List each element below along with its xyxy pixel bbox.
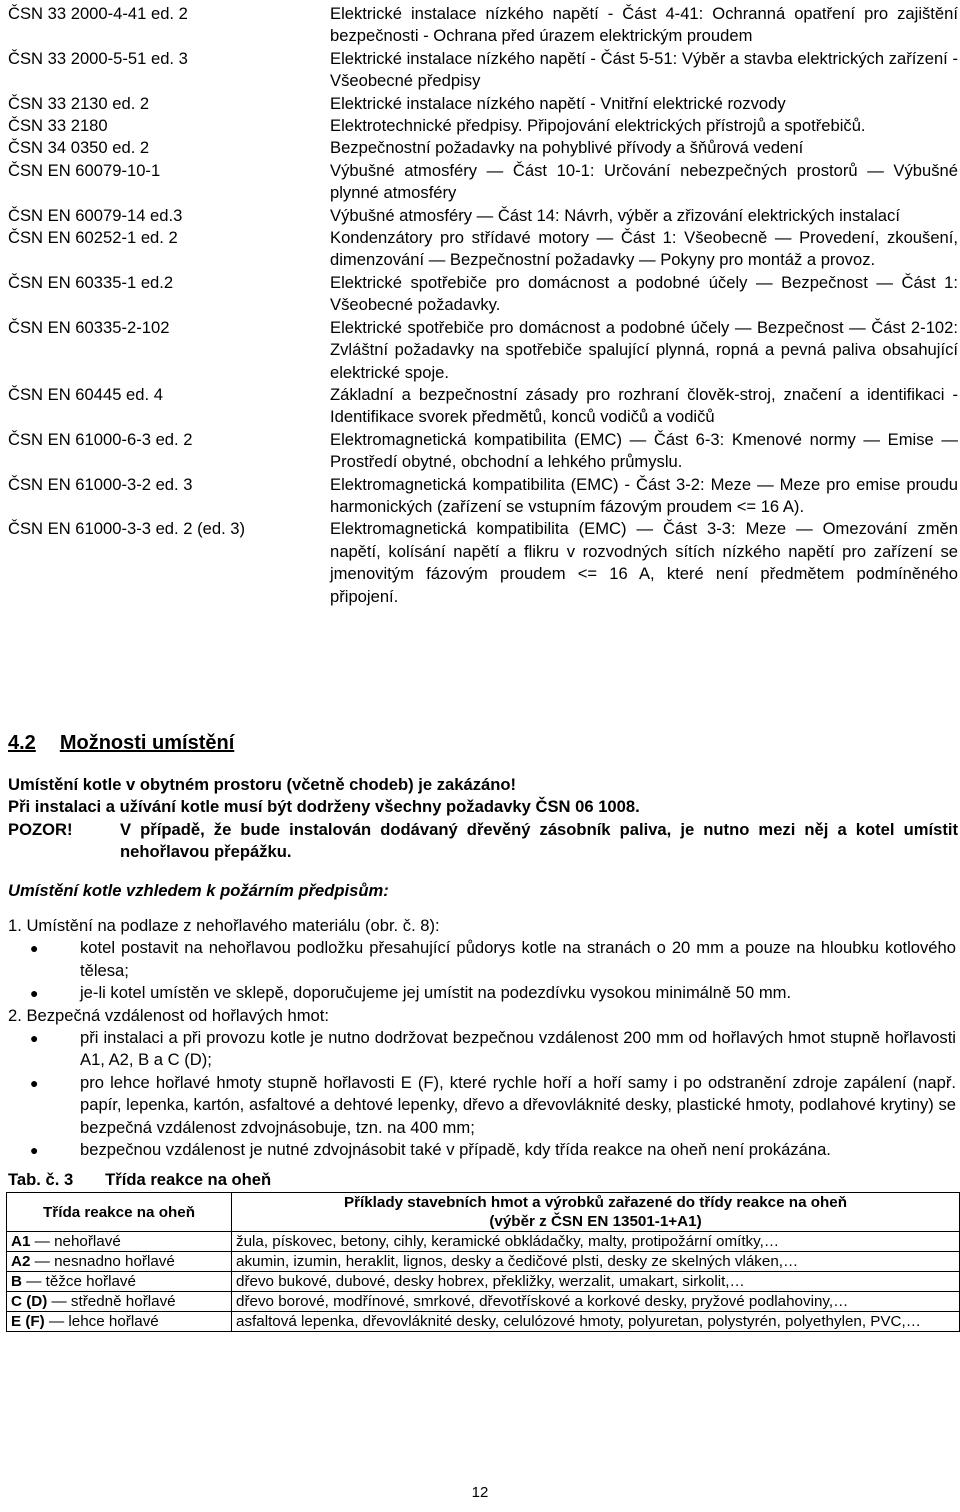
standard-description: Elektrické spotřebiče pro domácnost a podobné účely — Bezpečnost — Část 1: Všeobecné požadavky. xyxy=(330,272,958,315)
standard-code: ČSN 34 0350 ed. 2 xyxy=(8,138,150,158)
bullet-icon: ● xyxy=(30,1030,39,1047)
standard-code: ČSN 33 2000-5-51 ed. 3 xyxy=(8,48,188,68)
standard-description: Elektrické instalace nízkého napětí - Část 4-41: Ochranná opatření pro zajištění bezpečnosti - Ochrana před úrazem elektrickým proudem xyxy=(330,4,958,46)
section-heading xyxy=(8,730,234,756)
standard-description: Elektrické instalace nízkého napětí - Vnitřní elektrické rozvody xyxy=(330,93,786,113)
class-cell xyxy=(7,1272,232,1292)
list-item xyxy=(8,1139,958,1161)
class-cell xyxy=(7,1312,232,1332)
fire-reaction-table xyxy=(6,1192,960,1332)
table-header-row xyxy=(7,1193,960,1232)
warning-block xyxy=(8,774,958,864)
standard-description: Elektrické spotřebiče pro domácnost a podobné účely — Bezpečnost — Část 2-102: Zvláštní požadavky na spotřebiče spalující plynná, ropná a pevná paliva obsahující elektrické spoje. xyxy=(330,317,958,382)
standard-row xyxy=(8,160,960,205)
standards-list xyxy=(8,3,960,608)
caution-label: POZOR! xyxy=(8,819,73,839)
table-caption xyxy=(8,1169,271,1191)
table-row xyxy=(7,1312,960,1332)
standard-row xyxy=(8,205,960,227)
standard-code: ČSN EN 60335-1 ed.2 xyxy=(8,272,174,292)
standard-description: Elektromagnetická kompatibilita (EMC) — Část 6-3: Kmenové normy — Emise — Prostředí obytné, obchodní a lehkého průmyslu. xyxy=(330,429,958,472)
header-class: Třída reakce na oheň xyxy=(7,1193,232,1232)
class-cell xyxy=(7,1292,232,1312)
standard-code: ČSN 33 2130 ed. 2 xyxy=(8,93,150,113)
standard-description: Bezpečnostní požadavky na pohyblivé přívody a šňůrová vedení xyxy=(330,138,804,158)
examples-cell: žula, pískovec, betony, cihly, keramické obkládačky, malty, protipožární omítky,… xyxy=(232,1232,960,1252)
fire-regulations-subheading: Umístění kotle vzhledem k požárním předpisům: xyxy=(8,881,389,900)
standard-code: ČSN EN 60079-10-1 xyxy=(8,160,161,180)
list-item-text: pro lehce hořlavé hmoty stupně hořlavosti E (F), které rychle hoří a hoří samy i po odstranění zdroje zapálení (např. papír, lepenka, kartón, asfaltové a dehtové lepenky, dřevo a dřevovláknité desky, plastické hmoty, podlahové krytiny) se bezpečná vzdálenost zdvojnásobuje, tzn. na 400 mm; xyxy=(80,1072,956,1137)
list-item xyxy=(8,1027,958,1072)
standard-row xyxy=(8,518,960,608)
standard-row xyxy=(8,115,960,137)
standard-code: ČSN EN 60335-2-102 xyxy=(8,317,170,337)
caution-row xyxy=(8,819,958,864)
standard-row xyxy=(8,384,960,429)
standard-row xyxy=(8,93,960,115)
bullet-icon: ● xyxy=(30,985,39,1002)
class-name: — nehořlavé xyxy=(34,1233,121,1250)
section-number: 4.2 xyxy=(8,732,36,754)
class-code: B xyxy=(11,1273,22,1290)
numbered-item-label: 2. Bezpečná vzdálenost od hořlavých hmot: xyxy=(8,1005,330,1025)
list-item xyxy=(8,1072,958,1139)
standard-row xyxy=(8,227,960,272)
placement-list xyxy=(8,915,958,1161)
standard-description: Kondenzátory pro střídavé motory — Část 1: Všeobecně — Provedení, zkoušení, dimenzování — Bezpečnostní požadavky — Pokyny pro montáž a provoz. xyxy=(330,228,958,270)
standard-code: ČSN EN 60445 ed. 4 xyxy=(8,384,163,404)
standard-description: Výbušné atmosféry — Část 10-1: Určování nebezpečných prostorů — Výbušné plynné atmosféry xyxy=(330,160,958,203)
standard-row xyxy=(8,474,960,519)
table-row xyxy=(7,1232,960,1252)
header-examples-line1: Příklady stavebních hmot a výrobků zařazené do třídy reakce na oheň xyxy=(343,1194,848,1211)
section-title: Možnosti umístění xyxy=(59,732,235,754)
class-code: E (F) xyxy=(11,1313,45,1330)
standard-code: ČSN EN 61000-3-2 ed. 3 xyxy=(8,474,193,494)
list-item xyxy=(8,982,958,1004)
standard-description: Výbušné atmosféry — Část 14: Návrh, výběr a zřizování elektrických instalací xyxy=(330,205,900,225)
standard-row xyxy=(8,137,960,159)
standard-row xyxy=(8,3,960,48)
examples-cell: akumin, izumin, heraklit, lignos, desky a čedičové plsti, desky ze skelných vláken,… xyxy=(232,1252,960,1272)
list-item-text: při instalaci a při provozu kotle je nutno dodržovat bezpečnou vzdálenost 200 mm od hořlavých hmot stupně hořlavosti A1, A2, B a C (D); xyxy=(80,1028,956,1070)
standard-code: ČSN EN 61000-6-3 ed. 2 xyxy=(8,429,193,449)
class-name: — těžce hořlavé xyxy=(26,1273,136,1290)
bullet-icon: ● xyxy=(30,1142,39,1159)
standard-row xyxy=(8,272,960,317)
standard-code: ČSN 33 2180 xyxy=(8,116,108,136)
header-examples-line2: (výběr z ČSN EN 13501-1+A1) xyxy=(489,1213,702,1230)
examples-cell: dřevo borové, modřínové, smrkové, dřevotřískové a korkové desky, pryžové podlahoviny,… xyxy=(232,1292,960,1312)
examples-cell: dřevo bukové, dubové, desky hobrex, překližky, werzalit, umakart, sirkolit,… xyxy=(232,1272,960,1292)
standard-description: Elektromagnetická kompatibilita (EMC) — Část 3-3: Meze — Omezování změn napětí, kolísání napětí a flikru v rozvodných sítích nízkého napětí pro zařízení se jmenovitým fázovým proudem <= 16 A, které není předmětem podmíněného připojení. xyxy=(330,519,958,606)
table-caption-number: Tab. č. 3 xyxy=(8,1170,74,1189)
class-code: A1 xyxy=(11,1233,31,1250)
list-item xyxy=(8,937,958,982)
standard-row xyxy=(8,317,960,384)
standard-code: ČSN EN 60252-1 ed. 2 xyxy=(8,228,178,248)
standard-description: Elektromagnetická kompatibilita (EMC) - Část 3-2: Meze — Meze pro emise proudu harmonických (zařízení se vstupním fázovým proudem <= 16 A). xyxy=(330,474,958,516)
table-row xyxy=(7,1252,960,1272)
class-cell xyxy=(7,1232,232,1252)
class-code: C (D) xyxy=(11,1293,48,1310)
header-examples xyxy=(232,1193,960,1232)
class-name: — lehce hořlavé xyxy=(48,1313,159,1330)
class-cell xyxy=(7,1252,232,1272)
standard-description: Základní a bezpečnostní zásady pro rozhraní člověk-stroj, značení a identifikaci - Identifikace svorek předmětů, konců vodičů a vodičů xyxy=(330,384,958,427)
standard-code: ČSN EN 60079-14 ed.3 xyxy=(8,205,183,225)
numbered-item-label: 1. Umístění na podlaze z nehořlavého materiálu (obr. č. 8): xyxy=(8,916,440,935)
list-item-text: kotel postavit na nehořlavou podložku přesahující půdorys kotle na stranách o 20 mm a pouze na hloubku kotlového tělesa; xyxy=(80,938,956,980)
class-name: — středně hořlavé xyxy=(51,1293,176,1310)
class-name: — nesnadno hořlavé xyxy=(34,1253,175,1270)
standard-description: Elektrické instalace nízkého napětí - Část 5-51: Výběr a stavba elektrických zařízení - Všeobecné předpisy xyxy=(330,48,958,91)
bullet-icon: ● xyxy=(30,940,39,957)
standard-code: ČSN 33 2000-4-41 ed. 2 xyxy=(8,4,188,23)
bullet-icon: ● xyxy=(30,1074,39,1091)
table-row xyxy=(7,1292,960,1312)
examples-cell: asfaltová lepenka, dřevovláknité desky, celulózové hmoty, polyuretan, polystyrén, polyethylen, PVC,… xyxy=(232,1312,960,1332)
page-number: 12 xyxy=(471,1484,489,1501)
requirement-line: Při instalaci a užívání kotle musí být dodrženy všechny požadavky ČSN 06 1008. xyxy=(8,797,640,817)
list-item-text: je-li kotel umístěn ve sklepě, doporučujeme jej umístit na podezdívku vysokou minimálně 50 mm. xyxy=(80,983,792,1003)
standard-code: ČSN EN 61000-3-3 ed. 2 (ed. 3) xyxy=(8,519,246,539)
standard-row xyxy=(8,48,960,93)
standard-description: Elektrotechnické předpisy. Připojování elektrických přístrojů a spotřebičů. xyxy=(330,116,866,136)
list-item-text: bezpečnou vzdálenost je nutné zdvojnásobit také v případě, kdy třída reakce na oheň není prokázána. xyxy=(80,1140,831,1160)
standard-row xyxy=(8,429,960,474)
caution-text: V případě, že bude instalován dodávaný dřevěný zásobník paliva, je nutno mezi něj a kotel umístit nehořlavou přepážku. xyxy=(120,819,958,862)
prohibition-line: Umístění kotle v obytném prostoru (včetně chodeb) je zakázáno! xyxy=(8,775,517,794)
table-caption-title: Třída reakce na oheň xyxy=(105,1170,272,1189)
table-row xyxy=(7,1272,960,1292)
class-code: A2 xyxy=(11,1253,31,1270)
